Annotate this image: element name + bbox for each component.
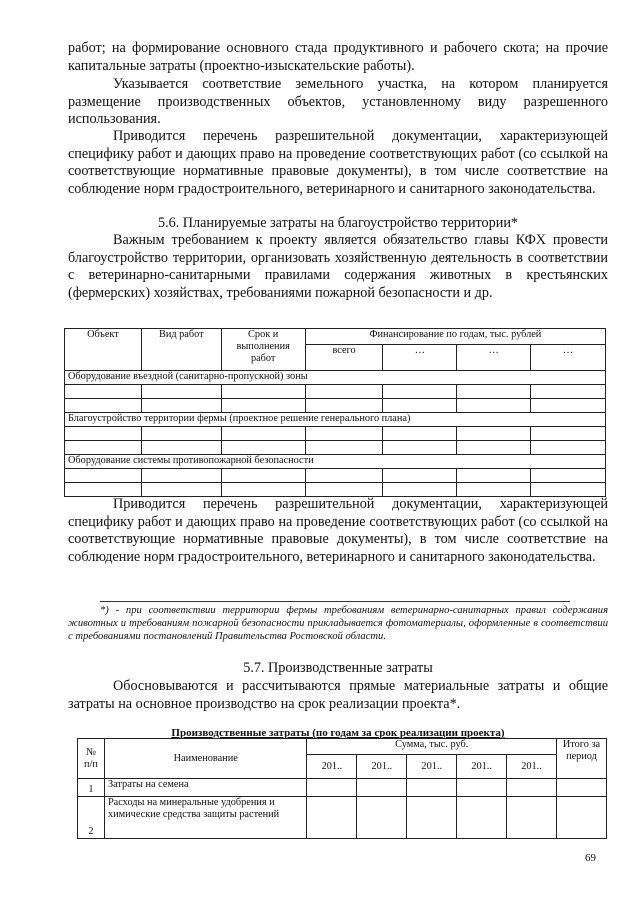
header-financing: Финансирование по годам, тыс. рублей: [305, 329, 605, 345]
header-total: всего: [305, 345, 383, 371]
paragraph-permit-docs: Приводится перечень разрешительной документации, характеризующей специфику работ и дающих право на проведение соответствующих работ (со ссылкой на соответствующие нормативные правовые документы), в том числе соответствие на соблюдение норм градостроительного, ветеринарного и санитарного законодательства.: [68, 128, 608, 197]
paragraph-land-plot: Указывается соответствие земельного участка, на котором планируется размещение производственных объектов, установленному виду разрешенного использования.: [68, 76, 608, 128]
page-number: 69: [585, 852, 596, 864]
improvement-costs-table: [64, 328, 606, 497]
header-term: Срок и выполнения работ: [221, 329, 305, 371]
header-object: Объект: [65, 329, 142, 371]
header-name: Наименование: [104, 739, 307, 779]
table-row: [78, 797, 607, 839]
header-year: 201..: [307, 755, 357, 779]
section-heading-5-7: 5.7. Производственные затраты: [243, 660, 433, 676]
header-row-number: № п/п: [78, 739, 105, 779]
row-number: 1: [78, 779, 105, 797]
row-name: Затраты на семена: [104, 779, 307, 797]
footnote: *) - при соответствии территории фермы требованиям ветеринарно-санитарных правил содержания животных и требованиям пожарной безопасности прикладывается фотоматериалы, оформленные в соответствии с требованиями постановлений Правительства Ростовской области.: [68, 605, 608, 642]
section-heading-5-6: 5.6. Планируемые затраты на благоустройство территории*: [157, 215, 519, 231]
header-year: 201..: [507, 755, 557, 779]
production-table-caption: Производственные затраты (по годам за срок реализации проекта): [171, 727, 505, 739]
paragraph-improvement-requirement: Важным требованием к проекту является обязательство главы КФХ провести благоустройство территории, организовать хозяйственную деятельность в соответствии с ветеринарно-санитарными правилами содержания животных в крестьянских (фермерских) хозяйствах, требованиями пожарной безопасности и др.: [68, 232, 608, 301]
paragraph-permit-docs-repeat: Приводится перечень разрешительной документации, характеризующей специфику работ и дающих право на проведение соответствующих работ (со ссылкой на соответствующие нормативные правовые документы), в том числе соответствие на соблюдение норм градостроительного, ветеринарного и санитарного законодательства.: [68, 496, 608, 565]
header-period-total: Итого за период: [556, 739, 606, 779]
table-section-row: Благоустройство территории фермы (проектное решение генерального плана): [65, 413, 606, 427]
header-year: 201..: [457, 755, 507, 779]
header-year: 201..: [357, 755, 407, 779]
header-dots: …: [531, 345, 606, 371]
header-dots: …: [457, 345, 531, 371]
row-number: 2: [78, 797, 105, 839]
table-section-row: Оборудование въездной (санитарно-пропускной) зоны: [65, 371, 606, 385]
paragraph-capital-costs: работ; на формирование основного стада продуктивного и рабочего скота; на прочие капитальные затраты (проектно-изыскательские работы).: [68, 40, 608, 74]
header-work-type: Вид работ: [141, 329, 221, 371]
production-costs-table: [77, 738, 607, 839]
table-section-row: Оборудование системы противопожарной безопасности: [65, 455, 606, 469]
header-year: 201..: [407, 755, 457, 779]
header-sum: Сумма, тыс. руб.: [307, 739, 557, 755]
row-name: Расходы на минеральные удобрения и химические средства защиты растений: [104, 797, 307, 839]
footnote-separator: [100, 601, 570, 602]
header-dots: …: [383, 345, 457, 371]
table-row: [78, 779, 607, 797]
paragraph-production-costs: Обосновываются и рассчитываются прямые материальные затраты и общие затраты на основное производство на срок реализации проекта*.: [68, 678, 608, 712]
